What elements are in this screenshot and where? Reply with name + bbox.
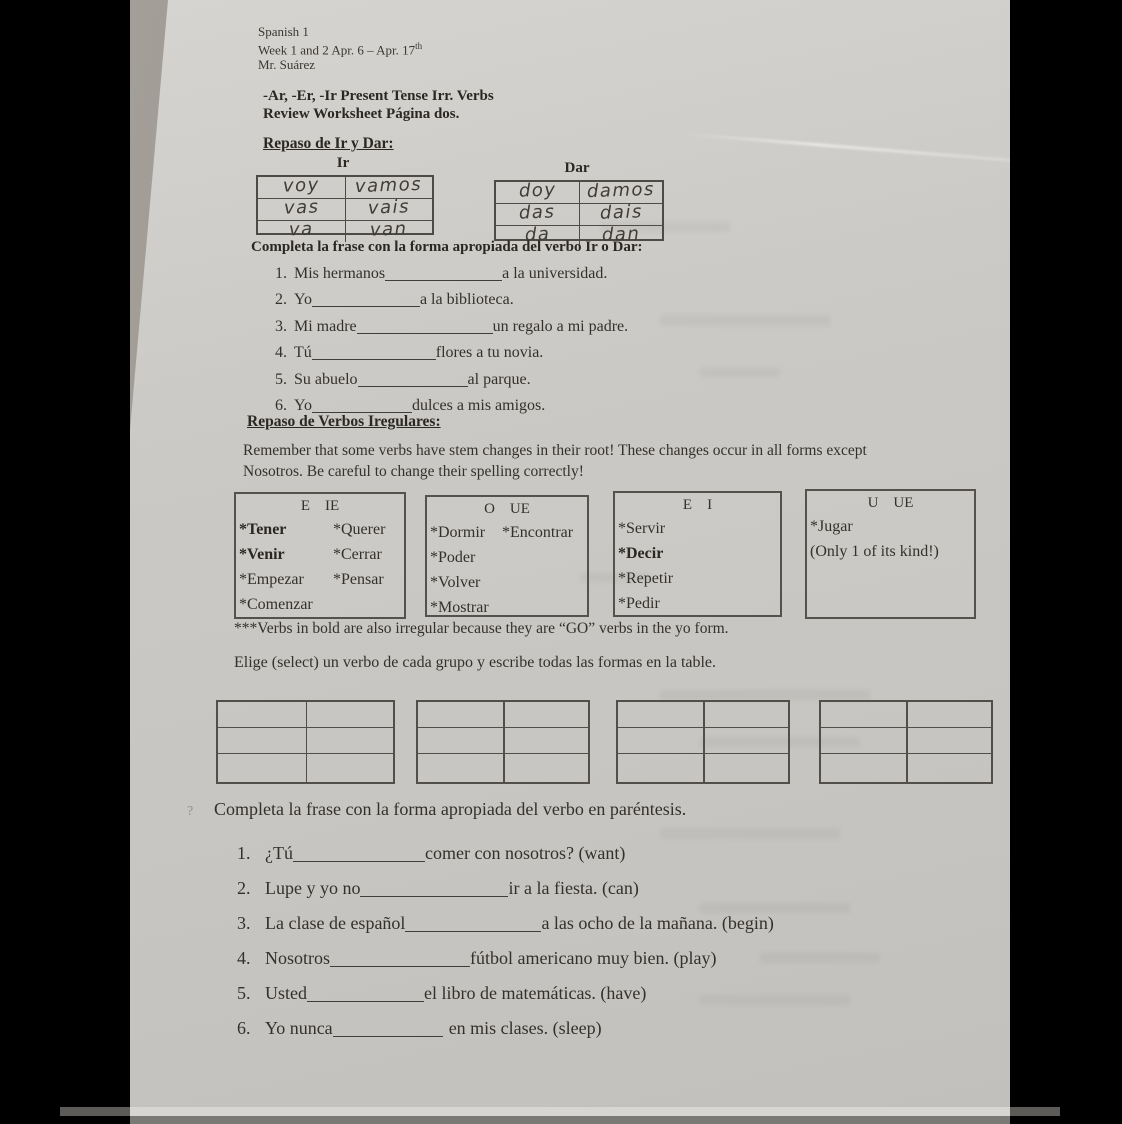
item-post: flores a tu novia. xyxy=(435,344,544,361)
fill-blank-item xyxy=(237,878,639,899)
verb-box-header: E IE xyxy=(300,498,340,514)
stray-mark: ? xyxy=(187,804,194,819)
item-pre: Tú xyxy=(294,344,312,361)
answer-blank xyxy=(307,1000,424,1002)
verb-column xyxy=(333,517,385,617)
bleed-mark xyxy=(760,953,880,963)
item-pre: Mis hermanos xyxy=(294,265,386,282)
fill-blank-item xyxy=(237,983,646,1004)
title-line2: Review Worksheet Página dos. xyxy=(263,106,460,122)
item-post: fútbol americano muy bien. (play) xyxy=(470,948,717,968)
table-row xyxy=(218,727,393,753)
table-row xyxy=(218,702,393,727)
blank-conjugation-table xyxy=(616,700,790,784)
handwritten-answer: damos xyxy=(586,178,656,203)
course-name: Spanish 1 xyxy=(258,24,309,39)
parentesis-instruction: Completa la frase con la forma apropiada del verbo en paréntesis. xyxy=(214,799,687,819)
bleed-mark xyxy=(660,828,840,839)
table-cell xyxy=(258,174,345,198)
item-text xyxy=(294,265,607,283)
dar-conjugation-table xyxy=(494,178,664,246)
item-pre: Yo xyxy=(294,291,312,308)
handwritten-answer: voy xyxy=(282,174,321,197)
fill-blank-item xyxy=(275,291,514,309)
week-range xyxy=(258,39,422,57)
handwritten-answer: das xyxy=(518,201,556,224)
item-pre: Su abuelo xyxy=(294,371,358,388)
blank-conjugation-table xyxy=(216,700,395,784)
item-number: 6. xyxy=(237,1018,251,1038)
note-line2: Nosotros. Be careful to change their spelling correctly! xyxy=(243,463,584,480)
answer-blank xyxy=(330,965,470,967)
table-row xyxy=(821,753,991,779)
table-row xyxy=(821,727,991,753)
item-post: ir a la fiesta. (can) xyxy=(508,878,639,898)
bleed-mark xyxy=(700,995,850,1005)
verb-box-o-ue xyxy=(425,495,589,617)
verb-box-e-ie xyxy=(234,492,406,619)
item-pre: Yo nunca xyxy=(265,1018,333,1038)
table-row xyxy=(618,727,788,753)
answer-blank xyxy=(357,332,493,334)
verb-column xyxy=(618,516,673,616)
table-cell xyxy=(579,178,662,203)
handwritten-answer: dan xyxy=(601,223,641,246)
fill-blank-item xyxy=(275,318,628,336)
elige-instruction: Elige (select) un verbo de cada grupo y escribe todas las formas en la table. xyxy=(234,654,717,671)
verb-box-header: E I xyxy=(682,497,713,513)
item-number: 1. xyxy=(275,265,287,282)
table-cell xyxy=(345,198,432,220)
table-row xyxy=(418,702,588,727)
item-post: el libro de matemáticas. (have) xyxy=(424,983,647,1003)
item-pre: Nosotros xyxy=(265,948,331,968)
item-post: a las ocho de la mañana. (begin) xyxy=(541,913,774,933)
item-number: 3. xyxy=(275,318,287,335)
verb: *Cerrar xyxy=(333,546,382,563)
verb: *Venir xyxy=(239,546,285,563)
item-post: dulces a mis amigos. xyxy=(411,397,546,414)
verb: *Pensar xyxy=(333,571,384,588)
week-range-text: Week 1 and 2 Apr. 6 – Apr. 17 xyxy=(258,42,416,58)
verb: *Tener xyxy=(239,521,287,538)
ir-dar-instruction: Completa la frase con la forma apropiada del verbo Ir o Dar: xyxy=(251,239,643,255)
note-line1: Remember that some verbs have stem changes in their root! These changes occur in all forms except xyxy=(243,442,867,459)
verb-box-header: O UE xyxy=(484,501,530,517)
bold-verbs-footnote: ***Verbs in bold are also irregular because they are “GO” verbs in the yo form. xyxy=(234,620,729,637)
blank-conjugation-table xyxy=(819,700,993,784)
item-text xyxy=(265,983,646,1004)
item-pre: La clase de español xyxy=(265,913,406,933)
verb-box-columns xyxy=(615,514,780,616)
item-number: 4. xyxy=(237,948,251,968)
table-cell xyxy=(496,179,579,203)
item-post: en mis clases. (sleep) xyxy=(448,1018,602,1038)
bleed-mark xyxy=(700,368,780,377)
item-pre: Usted xyxy=(265,983,307,1003)
verb-column xyxy=(239,517,333,617)
table-row xyxy=(418,753,588,779)
section-heading-irregulares: Repaso de Verbos Iregulares: xyxy=(247,413,441,430)
section-heading-ir-dar: Repaso de Ir y Dar: xyxy=(263,135,394,152)
table-row xyxy=(821,702,991,727)
handwritten-answer: vamos xyxy=(355,173,423,198)
verb-column xyxy=(810,514,939,564)
verb: *Pedir xyxy=(618,595,660,612)
answer-blank xyxy=(293,860,425,862)
verb-column xyxy=(502,520,573,620)
item-text xyxy=(265,948,716,969)
worksheet-title xyxy=(263,87,494,123)
item-post: comer con nosotros? (want) xyxy=(424,843,626,863)
fill-blank-item xyxy=(275,265,607,283)
title-line1: -Ar, -Er, -Ir Present Tense Irr. Verbs xyxy=(263,88,494,104)
handwritten-answer: doy xyxy=(518,179,557,202)
item-number: 3. xyxy=(237,913,251,933)
item-number: 4. xyxy=(275,344,287,361)
item-text xyxy=(294,318,628,336)
item-post: al parque. xyxy=(467,371,531,388)
fill-blank-item xyxy=(275,371,531,389)
verb: *Querer xyxy=(333,521,386,538)
item-post: a la universidad. xyxy=(502,265,608,282)
verb-box-columns xyxy=(236,515,404,617)
item-text xyxy=(294,371,531,389)
answer-blank xyxy=(360,895,508,897)
verb: *Dormir xyxy=(430,524,486,541)
fill-blank-item xyxy=(237,843,625,864)
item-number: 2. xyxy=(275,291,287,308)
week-range-ordinal: th xyxy=(415,41,423,51)
item-post: un regalo a mi padre. xyxy=(492,318,629,335)
blank-conjugation-table xyxy=(416,700,590,784)
fill-blank-item xyxy=(237,913,774,934)
verb: *Poder xyxy=(430,549,476,566)
verb: *Jugar xyxy=(810,518,853,535)
table-cell xyxy=(579,203,662,225)
item-post: a la biblioteca. xyxy=(419,291,514,308)
ir-conjugation-table xyxy=(256,173,434,241)
handwritten-answer: va xyxy=(288,218,315,241)
answer-blank xyxy=(312,305,420,307)
answer-blank xyxy=(385,279,502,281)
verb: *Volver xyxy=(430,574,481,591)
verb-box-e-i xyxy=(613,491,782,617)
video-scrubber-highlight[interactable] xyxy=(130,1107,1010,1116)
handwritten-answer: vas xyxy=(283,196,320,219)
handwritten-answer: vais xyxy=(367,196,411,219)
item-pre: Lupe y yo no xyxy=(265,878,361,898)
fill-blank-item xyxy=(237,948,716,969)
item-number: 1. xyxy=(237,843,251,863)
verb: *Comenzar xyxy=(239,596,313,613)
item-text xyxy=(294,344,543,362)
answer-blank xyxy=(405,930,541,932)
verb-box-header: U UE xyxy=(867,495,914,511)
verb: *Encontrar xyxy=(502,524,574,541)
item-text xyxy=(265,878,639,899)
item-text xyxy=(265,1018,602,1039)
bottom-strip xyxy=(130,1116,1010,1124)
table-cell xyxy=(345,173,432,198)
table-cell xyxy=(258,198,345,220)
header-meta xyxy=(258,24,422,72)
handwritten-answer: da xyxy=(524,223,551,246)
dar-table-label: Dar xyxy=(564,160,590,176)
item-number: 5. xyxy=(275,371,287,388)
item-number: 2. xyxy=(237,878,251,898)
verb-box-u-ue xyxy=(805,489,976,619)
handwritten-answer: van xyxy=(369,218,409,241)
answer-blank xyxy=(358,385,468,387)
verb: *Empezar xyxy=(239,571,304,588)
table-row xyxy=(218,753,393,779)
fill-blank-item xyxy=(275,344,543,362)
item-number: 5. xyxy=(237,983,251,1003)
bleed-mark xyxy=(660,315,830,326)
table-row xyxy=(418,727,588,753)
table-row xyxy=(618,702,788,727)
stem-change-note xyxy=(243,440,963,482)
verb: *Decir xyxy=(618,545,664,562)
bleed-mark xyxy=(660,690,870,700)
item-pre: Yo xyxy=(294,397,312,414)
ir-table-label: Ir xyxy=(336,155,350,171)
bleed-mark xyxy=(700,903,850,913)
verb-box-columns xyxy=(807,512,974,564)
item-text xyxy=(265,843,625,864)
verb-box-columns xyxy=(427,518,587,620)
verb-column xyxy=(430,520,502,620)
item-pre: ¿Tú xyxy=(265,843,293,863)
answer-blank xyxy=(333,1035,443,1037)
item-pre: Mi madre xyxy=(294,318,357,335)
table-row xyxy=(618,753,788,779)
table-cell xyxy=(496,203,579,225)
worksheet-photo xyxy=(130,0,1010,1124)
teacher-name: Mr. Suárez xyxy=(258,57,316,73)
item-text xyxy=(265,913,774,934)
fill-blank-item xyxy=(237,1018,602,1039)
item-number: 6. xyxy=(275,397,287,414)
verb-note: (Only 1 of its kind!) xyxy=(810,543,939,560)
answer-blank xyxy=(312,358,436,360)
item-text xyxy=(294,291,514,309)
verb: *Servir xyxy=(618,520,666,537)
verb: *Mostrar xyxy=(430,599,489,616)
handwritten-answer: dais xyxy=(599,201,643,224)
verb: *Repetir xyxy=(618,570,674,587)
